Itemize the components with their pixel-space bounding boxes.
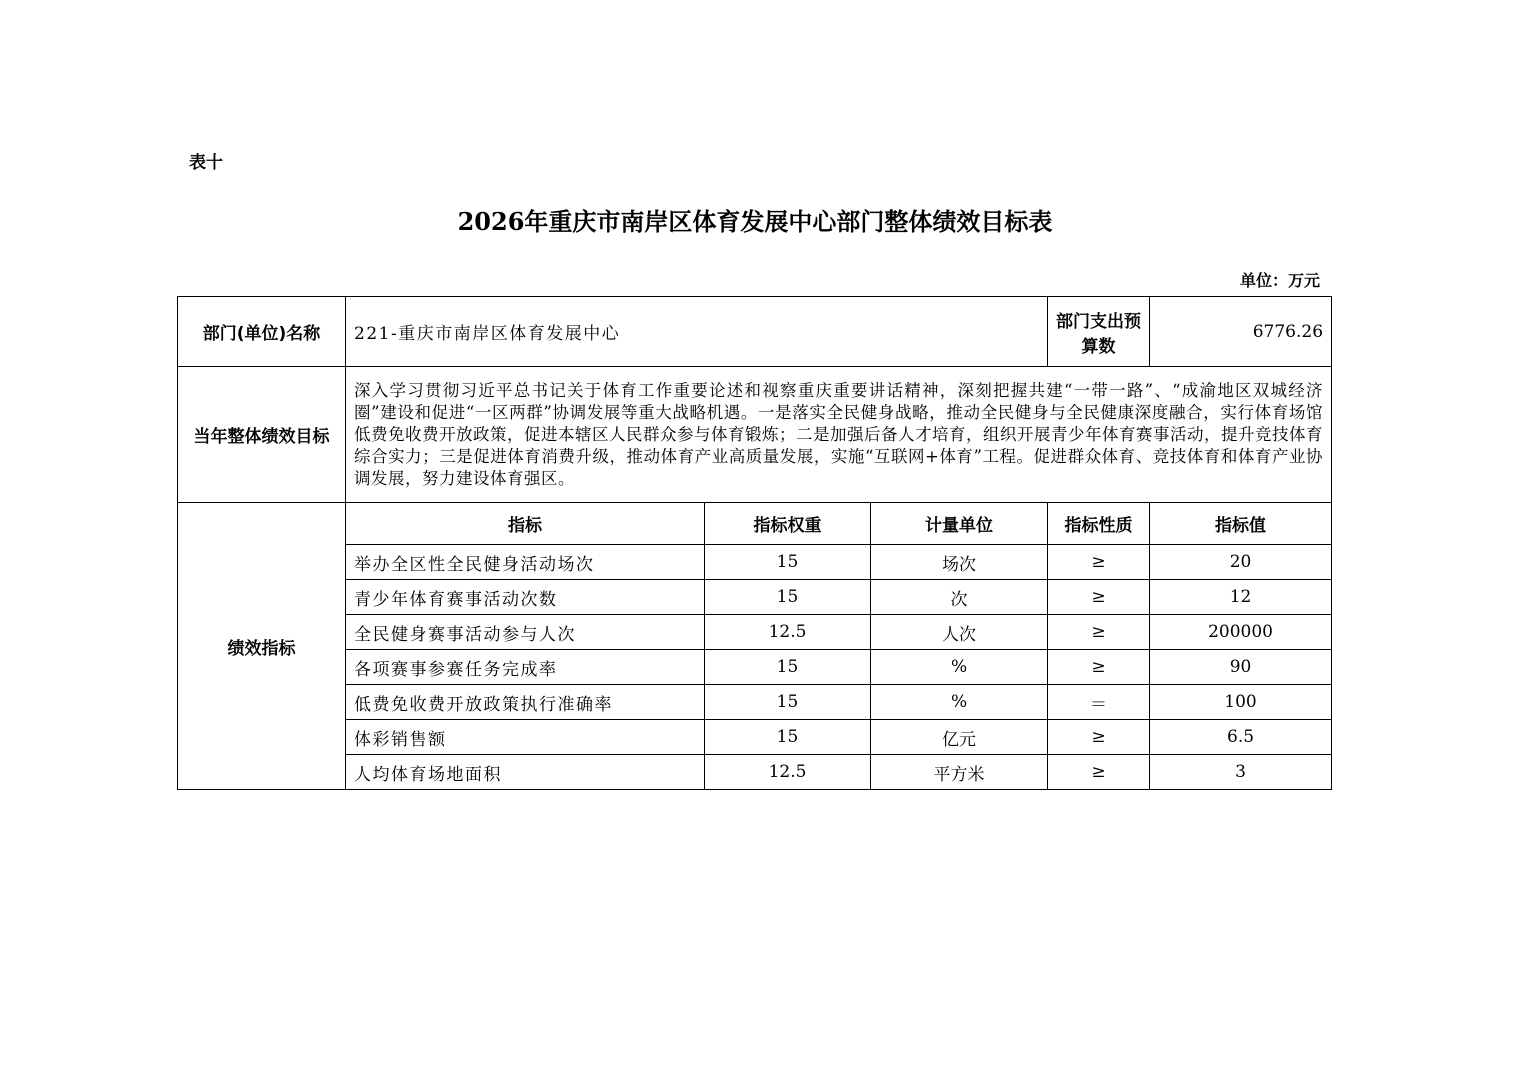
- perf-label: 绩效指标: [178, 503, 346, 790]
- table-label: 表十: [189, 153, 223, 173]
- nature-cell: ≥: [1048, 545, 1150, 580]
- table-row: [178, 685, 1332, 720]
- goal-row: [178, 367, 1332, 503]
- col-indicator-header: 指标: [346, 503, 705, 545]
- indicator-cell: 举办全区性全民健身活动场次: [346, 545, 705, 580]
- nature-cell: ≥: [1048, 615, 1150, 650]
- table-row: [178, 720, 1332, 755]
- indicator-cell: 低费免收费开放政策执行准确率: [346, 685, 705, 720]
- goal-text: 深入学习贯彻习近平总书记关于体育工作重要论述和视察重庆重要讲话精神，深刻把握共建“一带一路”、“成渝地区双城经济圈”建设和促进“一区两群”协调发展等重大战略机遇。一是落实全民健身战略，推动全民健身与全民健康深度融合，实行体育场馆低费免收费开放政策，促进本辖区人民群众参与体育锻炼；二是加强后备人才培育，组织开展青少年体育赛事活动，提升竞技体育综合实力；三是促进体育消费升级，推动体育产业高质量发展，实施“互联网+体育”工程。促进群众体育、竞技体育和体育产业协调发展，努力建设体育强区。: [346, 367, 1332, 503]
- weight-cell: 12.5: [705, 755, 871, 790]
- indicator-cell: 人均体育场地面积: [346, 755, 705, 790]
- table-row: [178, 615, 1332, 650]
- dept-name-value: 221-重庆市南岸区体育发展中心: [346, 297, 1048, 367]
- dept-name-label: 部门(单位)名称: [178, 297, 346, 367]
- indicator-cell: 体彩销售额: [346, 720, 705, 755]
- table-row: [178, 755, 1332, 790]
- unit-cell: %: [871, 650, 1048, 685]
- perf-header-row: [178, 503, 1332, 545]
- value-cell: 6.5: [1150, 720, 1332, 755]
- indicator-cell: 各项赛事参赛任务完成率: [346, 650, 705, 685]
- budget-value: 6776.26: [1150, 297, 1332, 367]
- col-unit-header: 计量单位: [871, 503, 1048, 545]
- weight-cell: 12.5: [705, 615, 871, 650]
- col-value-header: 指标值: [1150, 503, 1332, 545]
- document-title: 2026年重庆市南岸区体育发展中心部门整体绩效目标表: [457, 207, 1053, 236]
- unit-cell: 次: [871, 580, 1048, 615]
- value-cell: 200000: [1150, 615, 1332, 650]
- nature-cell: ＝: [1048, 685, 1150, 720]
- performance-table: [177, 296, 1332, 790]
- nature-cell: ≥: [1048, 755, 1150, 790]
- goal-label: 当年整体绩效目标: [178, 367, 346, 503]
- weight-cell: 15: [705, 580, 871, 615]
- indicator-cell: 全民健身赛事活动参与人次: [346, 615, 705, 650]
- dept-row: [178, 297, 1332, 367]
- col-weight-header: 指标权重: [705, 503, 871, 545]
- col-nature-header: 指标性质: [1048, 503, 1150, 545]
- table-row: [178, 650, 1332, 685]
- nature-cell: ≥: [1048, 650, 1150, 685]
- weight-cell: 15: [705, 650, 871, 685]
- unit-cell: 亿元: [871, 720, 1048, 755]
- indicator-cell: 青少年体育赛事活动次数: [346, 580, 705, 615]
- unit-label: 单位：万元: [1239, 271, 1320, 290]
- nature-cell: ≥: [1048, 720, 1150, 755]
- value-cell: 100: [1150, 685, 1332, 720]
- budget-label: 部门支出预算数: [1048, 297, 1150, 367]
- value-cell: 20: [1150, 545, 1332, 580]
- unit-cell: 人次: [871, 615, 1048, 650]
- table-row: [178, 580, 1332, 615]
- unit-cell: %: [871, 685, 1048, 720]
- table-row: [178, 545, 1332, 580]
- weight-cell: 15: [705, 685, 871, 720]
- value-cell: 3: [1150, 755, 1332, 790]
- weight-cell: 15: [705, 720, 871, 755]
- nature-cell: ≥: [1048, 580, 1150, 615]
- unit-cell: 平方米: [871, 755, 1048, 790]
- value-cell: 90: [1150, 650, 1332, 685]
- weight-cell: 15: [705, 545, 871, 580]
- unit-cell: 场次: [871, 545, 1048, 580]
- value-cell: 12: [1150, 580, 1332, 615]
